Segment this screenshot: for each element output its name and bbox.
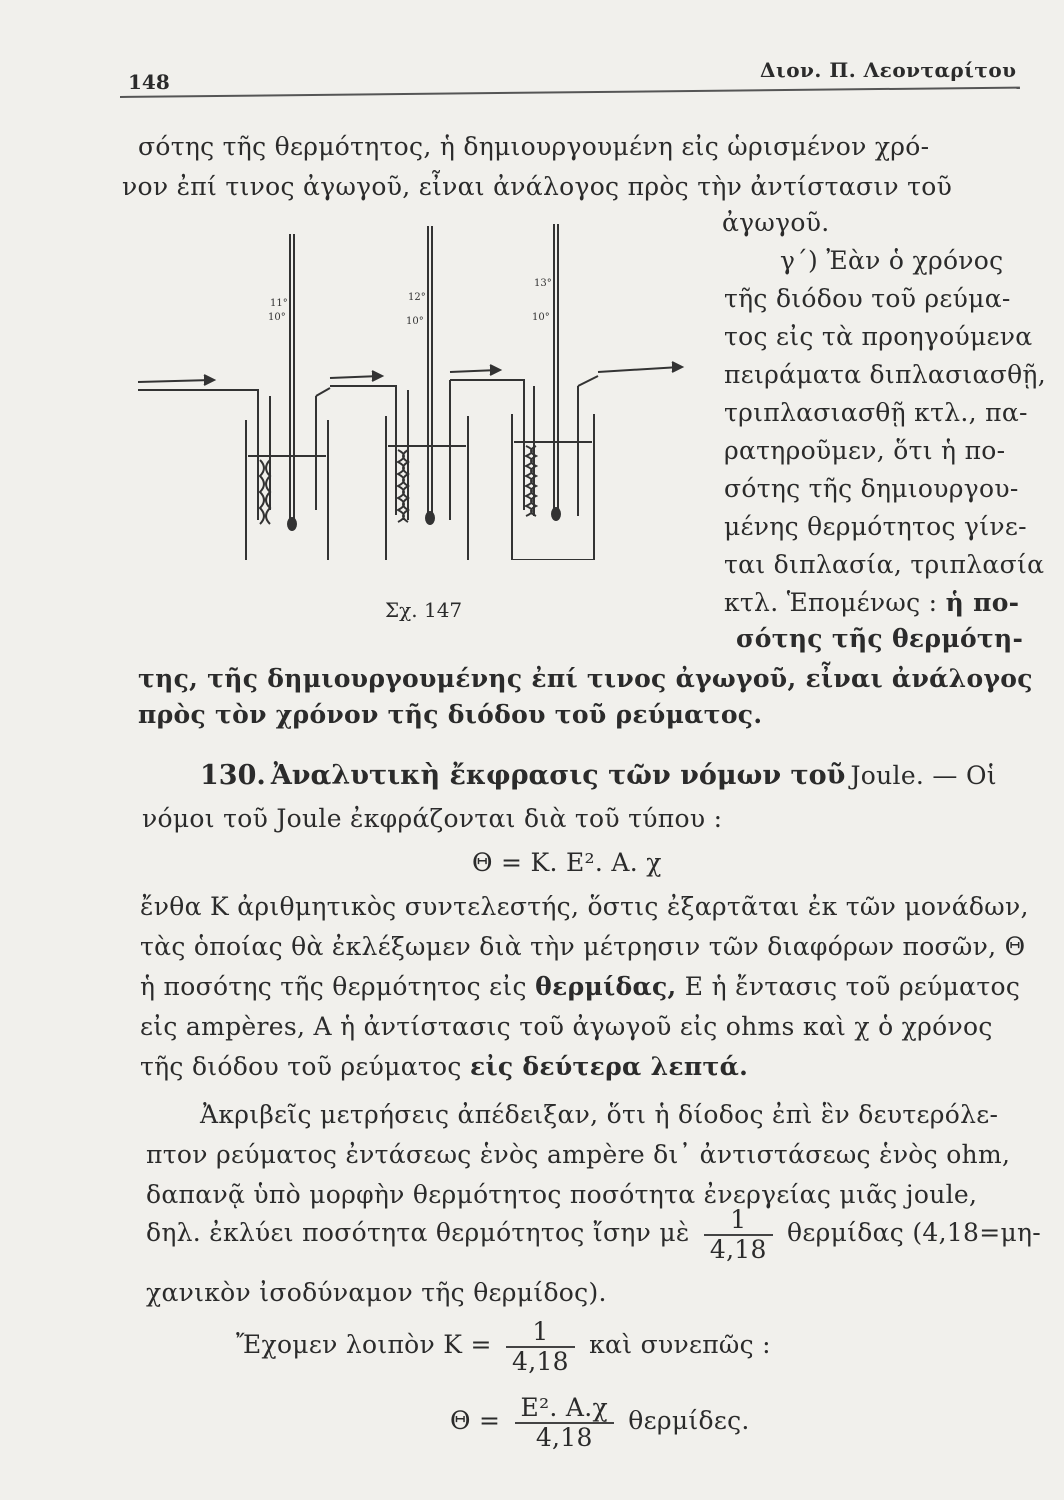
thermo-label: 10° (406, 316, 424, 327)
thermo-label: 10° (268, 312, 286, 323)
thermo-label: 10° (532, 312, 550, 323)
text-line: τριπλασιασθῇ κτλ., πα- (724, 398, 1028, 427)
text-line (140, 972, 1020, 1001)
fraction (704, 1206, 773, 1263)
text-line: πρὸς τὸν χρόνον τῆς διόδου τοῦ ρεύματος. (138, 700, 763, 729)
text-span: Ε ἡ ἔντασις τοῦ ρεύματος (684, 972, 1021, 1001)
text-span: ἡ ποσότης τῆς θερμότητος εἰς (140, 972, 527, 1001)
fraction-denominator: 4,18 (709, 1234, 767, 1264)
text-line: ται διπλασία, τριπλασία (724, 550, 1045, 579)
thermo-label: 12° (408, 292, 426, 303)
text-line: εἰς ampères, Α ἡ ἀντίστασις τοῦ ἀγωγοῦ εἰς ohms καὶ χ ὁ χρόνος (140, 1012, 993, 1041)
text-line: τῆς διόδου τοῦ ρεύμα- (724, 284, 1011, 313)
text-line (236, 1318, 771, 1375)
text-line: γ΄) Ἐὰν ὁ χρόνος (780, 246, 1004, 275)
text-line (140, 1052, 748, 1081)
thermo-label: 11° (270, 298, 288, 309)
fraction (515, 1394, 614, 1451)
formula: Θ = Κ. Ε². Α. χ (472, 848, 662, 877)
text-line: πτον ρεύματος ἐντάσεως ἑνὸς ampère δι᾽ ἀντιστάσεως ἑνὸς ohm, (146, 1140, 1011, 1169)
text-span: θερμίδας (4,18=μη- (786, 1218, 1042, 1247)
section-number: 130. (200, 760, 266, 791)
text-line: σότης τῆς δημιουργου- (724, 474, 1019, 503)
bold-span: ἡ πο- (945, 588, 1020, 617)
text-span: θερμίδες. (628, 1406, 750, 1435)
text-line (724, 588, 1019, 617)
running-header-author: Διον. Π. Λεονταρίτου (760, 58, 1017, 82)
text-line: δαπανᾷ ὑπὸ μορφὴν θερμότητος ποσότητα ἐνεργείας μιᾶς joule, (146, 1180, 978, 1209)
fraction-denominator: 4,18 (512, 1346, 569, 1376)
formula-line (450, 1394, 750, 1451)
text-line: χανικὸν ἰσοδύναμον τῆς θερμίδος). (146, 1278, 607, 1307)
text-line: τος εἰς τὰ προηγούμενα (724, 322, 1033, 351)
text-line: ἀγωγοῦ. (722, 208, 830, 237)
bold-span: εἰς δεύτερα λεπτά. (469, 1052, 749, 1081)
fraction-numerator: Ε². Α.χ (515, 1394, 614, 1424)
text-line: τὰς ὁποίας θὰ ἐκλέξωμεν διὰ τὴν μέτρησιν τῶν διαφόρων ποσῶν, Θ (140, 932, 1026, 961)
text-span: Θ = (450, 1406, 501, 1435)
figure-147-diagram (120, 220, 710, 560)
text-line: της, τῆς δημιουργουμένης ἐπί τινος ἀγωγοῦ, εἶναι ἀνάλογος (138, 664, 1033, 693)
section-title-tail: Joule. — Οἱ (850, 761, 997, 790)
text-line: Ἀκριβεῖς μετρήσεις ἀπέδειξαν, ὅτι ἡ δίοδος ἐπὶ ἓν δευτερόλε- (200, 1100, 999, 1129)
text-line: σότης τῆς θερμότητος, ἡ δημιουργουμένη εἰς ὡρισμένον χρό- (138, 132, 930, 161)
text-span: τῆς διόδου τοῦ ρεύματος (140, 1052, 462, 1081)
text-line: σότης τῆς θερμότη- (736, 624, 1024, 653)
header-rule (120, 87, 1020, 98)
fraction-denominator: 4,18 (535, 1422, 593, 1452)
figure-caption: Σχ. 147 (385, 598, 463, 622)
text-line: νον ἐπί τινος ἀγωγοῦ, εἶναι ἀνάλογος πρὸς τὴν ἀντίστασιν τοῦ (122, 172, 953, 201)
fraction (506, 1318, 575, 1375)
text-line (146, 1206, 1041, 1263)
text-line: νόμοι τοῦ Joule ἐκφράζονται διὰ τοῦ τύπου : (142, 804, 723, 833)
fraction-numerator: 1 (506, 1318, 575, 1348)
text-line: πειράματα διπλασιασθῇ, (724, 360, 1046, 389)
text-line: μένης θερμότητος γίνε- (724, 512, 1027, 541)
bold-span: θερμίδας, (535, 972, 677, 1001)
page-number: 148 (128, 70, 170, 94)
fraction-numerator: 1 (704, 1206, 773, 1236)
text-span: κτλ. Ἑπομένως : (724, 588, 938, 617)
text-line: ρατηροῦμεν, ὅτι ἡ πο- (724, 436, 1006, 465)
text-span: καὶ συνεπῶς : (589, 1330, 771, 1359)
thermo-label: 13° (534, 278, 552, 289)
text-span: Ἔχομεν λοιπὸν Κ = (236, 1330, 492, 1359)
text-span: δηλ. ἐκλύει ποσότητα θερμότητος ἴσην μὲ (146, 1218, 690, 1247)
section-heading (200, 760, 997, 791)
section-title: Ἀναλυτικὴ ἔκφρασις τῶν νόμων τοῦ (270, 760, 846, 791)
text-line: ἔνθα Κ ἀριθμητικὸς συντελεστής, ὅστις ἐξαρτᾶται ἐκ τῶν μονάδων, (140, 892, 1029, 921)
